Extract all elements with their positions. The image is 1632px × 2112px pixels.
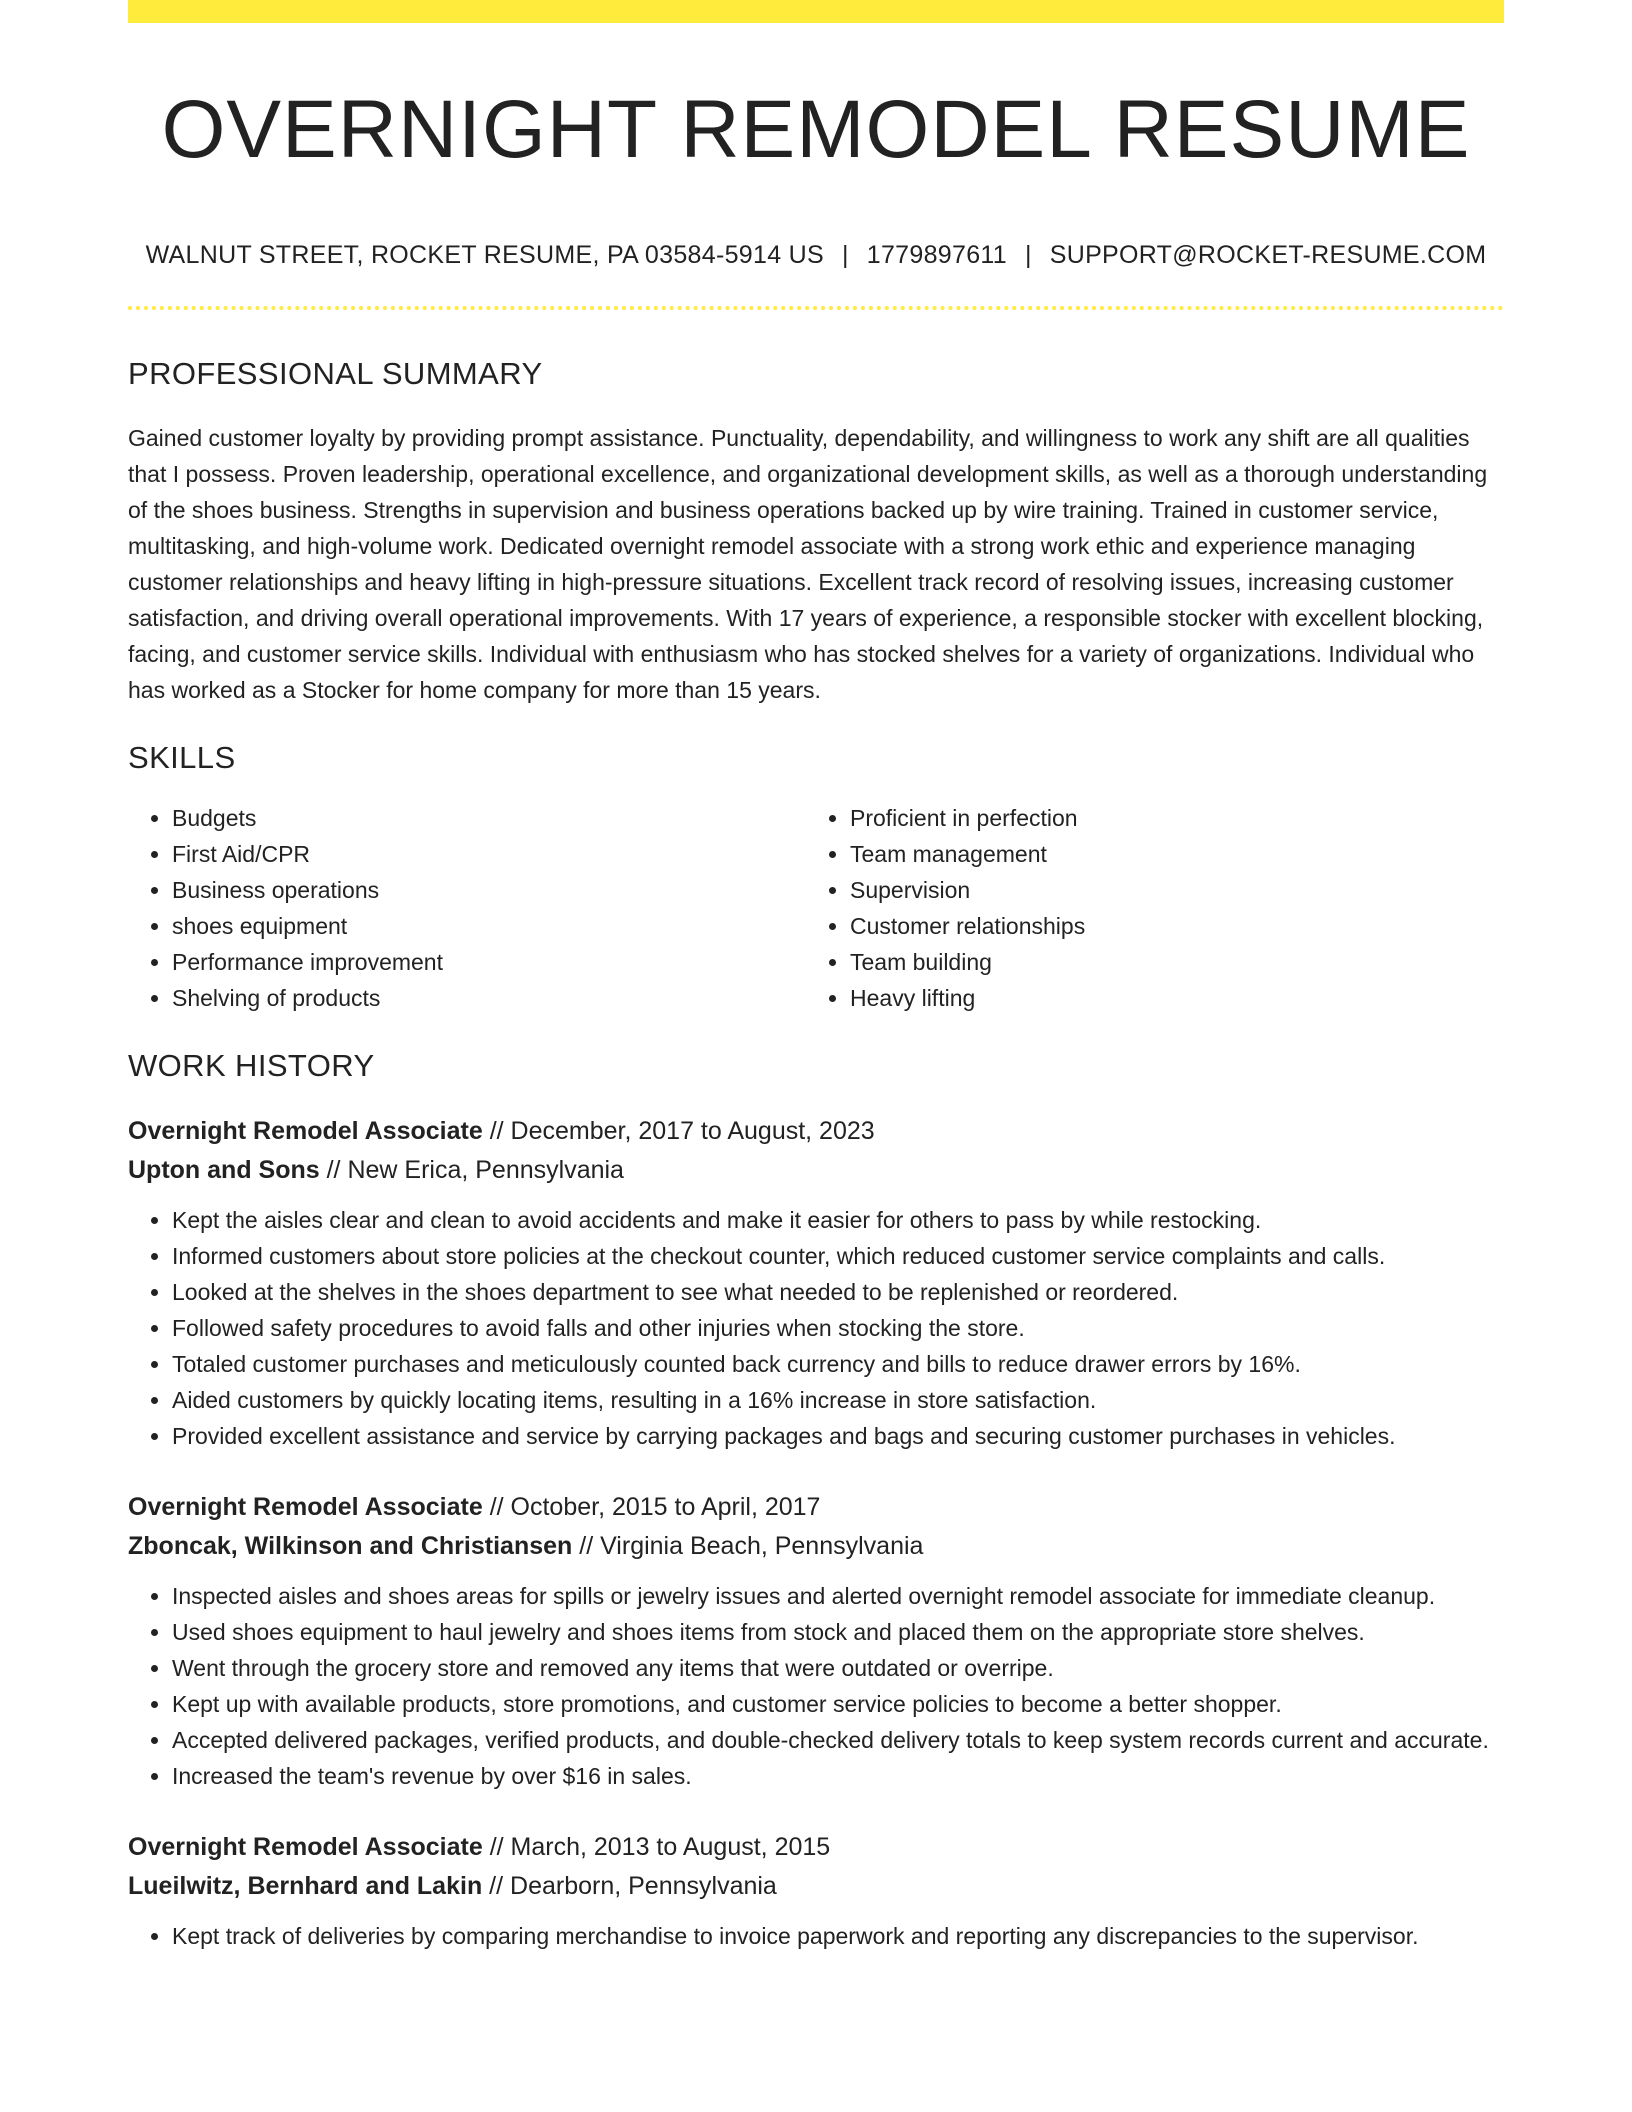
job-entry	[128, 1828, 1504, 1954]
job-bullet: • Inspected aisles and shoes areas for spills or jewelry issues and alerted overnight remodel associate for immediate cleanup.	[172, 1578, 1504, 1614]
skill-item: • Business operations	[172, 872, 806, 908]
job-bullet: • Aided customers by quickly locating items, resulting in a 16% increase in store satisfaction.	[172, 1382, 1504, 1418]
job-bullet: • Kept track of deliveries by comparing merchandise to invoice paperwork and reporting any discrepancies to the supervisor.	[172, 1918, 1504, 1954]
skill-item: • Proficient in perfection	[850, 800, 1484, 836]
job-title-line	[128, 1112, 1504, 1151]
job-bullet: • Increased the team's revenue by over $16 in sales.	[172, 1758, 1504, 1794]
skill-item: • Team building	[850, 944, 1484, 980]
job-title-line	[128, 1488, 1504, 1527]
job-company-line	[128, 1527, 1504, 1566]
job-dates: // March, 2013 to August, 2015	[489, 1833, 831, 1861]
job-bullet: • Kept up with available products, store promotions, and customer service policies to become a better shopper.	[172, 1686, 1504, 1722]
dotted-divider	[128, 306, 1504, 310]
job-bullets	[128, 1202, 1504, 1454]
job-bullet: • Went through the grocery store and removed any items that were outdated or overripe.	[172, 1650, 1504, 1686]
skills-heading: SKILLS	[128, 740, 236, 775]
job-company: Zboncak, Wilkinson and Christiansen	[128, 1532, 573, 1560]
job-location: // New Erica, Pennsylvania	[326, 1156, 624, 1184]
job-location: // Dearborn, Pennsylvania	[489, 1872, 777, 1900]
job-bullet: • Accepted delivered packages, verified products, and double-checked delivery totals to keep system records current and accurate.	[172, 1722, 1504, 1758]
skills-list-left	[128, 800, 806, 1016]
skill-item: • Heavy lifting	[850, 980, 1484, 1016]
skill-item: • Shelving of products	[172, 980, 806, 1016]
job-location: // Virginia Beach, Pennsylvania	[579, 1532, 924, 1560]
job-bullet: • Provided excellent assistance and service by carrying packages and bags and securing customer purchases in vehicles.	[172, 1418, 1504, 1454]
job-dates: // December, 2017 to August, 2023	[489, 1117, 875, 1145]
job-company-line	[128, 1151, 1504, 1190]
job-bullet: • Kept the aisles clear and clean to avoid accidents and make it easier for others to pass by while restocking.	[172, 1202, 1504, 1238]
skill-item: • shoes equipment	[172, 908, 806, 944]
contact-phone: 1779897611	[866, 241, 1007, 269]
contact-separator: |	[841, 241, 849, 269]
job-bullet: • Looked at the shelves in the shoes department to see what needed to be replenished or reordered.	[172, 1274, 1504, 1310]
job-company-line	[128, 1867, 1504, 1906]
contact-address: WALNUT STREET, ROCKET RESUME, PA 03584-5914 US	[145, 241, 824, 269]
work-history-heading: WORK HISTORY	[128, 1048, 375, 1083]
job-bullets	[128, 1918, 1504, 1954]
skill-item: • Budgets	[172, 800, 806, 836]
contact-separator: |	[1024, 241, 1032, 269]
job-company: Lueilwitz, Bernhard and Lakin	[128, 1872, 483, 1900]
skill-item: • Performance improvement	[172, 944, 806, 980]
job-bullet: • Totaled customer purchases and meticulously counted back currency and bills to reduce drawer errors by 16%.	[172, 1346, 1504, 1382]
accent-top-bar	[128, 0, 1504, 23]
skill-item: • Customer relationships	[850, 908, 1484, 944]
job-bullets	[128, 1578, 1504, 1794]
job-bullet: • Used shoes equipment to haul jewelry and shoes items from stock and placed them on the appropriate store shelves.	[172, 1614, 1504, 1650]
contact-email: SUPPORT@ROCKET-RESUME.COM	[1049, 241, 1487, 269]
resume-body	[128, 352, 1504, 1954]
summary-text: Gained customer loyalty by providing prompt assistance. Punctuality, dependability, and willingness to work any shift are all qualities that I possess. Proven leadership, operational excellence, and organizational development skills, as well as a thorough understanding of the shoes business. Strengths in supervision and business operations backed up by wire training. Trained in customer service, multitasking, and high-volume work. Dedicated overnight remodel associate with a strong work ethic and experience managing customer relationships and heavy lifting in high-pressure situations. Excellent track record of resolving issues, increasing customer satisfaction, and driving overall operational improvements. With 17 years of experience, a responsible stocker with excellent blocking, facing, and customer service skills. Individual with enthusiasm who has stocked shelves for a variety of organizations. Individual who has worked as a Stocker for home company for more than 15 years.	[128, 425, 1488, 703]
job-title: Overnight Remodel Associate	[128, 1493, 483, 1521]
work-history-section	[128, 1044, 1504, 1954]
job-title: Overnight Remodel Associate	[128, 1833, 483, 1861]
summary-heading: PROFESSIONAL SUMMARY	[128, 356, 543, 391]
skill-item: • Team management	[850, 836, 1484, 872]
skills-columns	[128, 800, 1504, 1016]
skills-list-right	[806, 800, 1484, 1016]
job-bullet: • Followed safety procedures to avoid falls and other injuries when stocking the store.	[172, 1310, 1504, 1346]
job-title-line	[128, 1828, 1504, 1867]
job-entry	[128, 1488, 1504, 1794]
job-dates: // October, 2015 to April, 2017	[489, 1493, 821, 1521]
skills-section	[128, 736, 1504, 1016]
resume-title: OVERNIGHT REMODEL RESUME	[161, 84, 1471, 175]
job-title: Overnight Remodel Associate	[128, 1117, 483, 1145]
job-bullet: • Informed customers about store policies at the checkout counter, which reduced customer service complaints and calls.	[172, 1238, 1504, 1274]
job-entry	[128, 1112, 1504, 1454]
skill-item: • Supervision	[850, 872, 1484, 908]
skill-item: • First Aid/CPR	[172, 836, 806, 872]
job-company: Upton and Sons	[128, 1156, 320, 1184]
contact-line	[128, 238, 1504, 272]
summary-section	[128, 352, 1504, 708]
